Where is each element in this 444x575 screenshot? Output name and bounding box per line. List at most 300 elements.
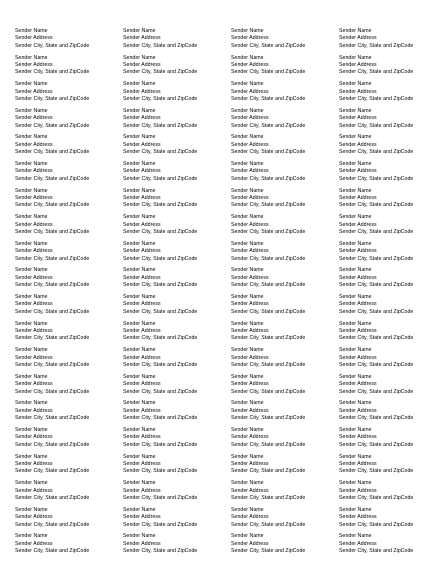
sender-address: Sender Address [231,407,269,414]
sender-address: Sender Address [231,327,269,334]
sender-name: Sender Name [15,347,48,354]
sender-name: Sender Name [339,400,372,407]
sender-address: Sender Address [339,274,377,281]
sender-name: Sender Name [339,347,372,354]
sender-name: Sender Name [15,533,48,540]
sender-city-state-zip: Sender City, State and ZipCode [231,69,306,76]
sender-city-state-zip: Sender City, State and ZipCode [15,42,90,49]
sender-name: Sender Name [339,134,372,141]
sender-city-state-zip: Sender City, State and ZipCode [15,282,90,289]
sender-city-state-zip: Sender City, State and ZipCode [339,548,414,555]
sender-address: Sender Address [15,168,53,175]
sender-city-state-zip: Sender City, State and ZipCode [15,548,90,555]
sender-city-state-zip: Sender City, State and ZipCode [123,335,198,342]
sender-name: Sender Name [231,160,264,167]
address-label [339,188,444,215]
sender-name: Sender Name [231,214,264,221]
sender-address: Sender Address [123,115,161,122]
sender-address: Sender Address [15,301,53,308]
address-label [123,28,231,55]
sender-name: Sender Name [15,160,48,167]
sender-name: Sender Name [339,81,372,88]
address-label [123,188,231,215]
sender-city-state-zip: Sender City, State and ZipCode [339,468,414,475]
sender-city-state-zip: Sender City, State and ZipCode [231,149,306,156]
sender-name: Sender Name [339,240,372,247]
sender-city-state-zip: Sender City, State and ZipCode [15,69,90,76]
sender-name: Sender Name [15,240,48,247]
sender-city-state-zip: Sender City, State and ZipCode [339,149,414,156]
sender-city-state-zip: Sender City, State and ZipCode [339,361,414,368]
sender-name: Sender Name [15,480,48,487]
sender-city-state-zip: Sender City, State and ZipCode [231,42,306,49]
sender-name: Sender Name [339,107,372,114]
address-label [123,241,231,268]
address-label [15,214,123,241]
sender-name: Sender Name [231,400,264,407]
sender-address: Sender Address [231,354,269,361]
address-label [15,241,123,268]
address-label [231,374,339,401]
address-label [15,321,123,348]
address-label [123,55,231,82]
address-label [339,507,444,534]
address-label [339,81,444,108]
sender-address: Sender Address [123,62,161,68]
address-label [15,347,123,374]
sender-address: Sender Address [123,327,161,334]
sender-name: Sender Name [123,320,156,327]
sender-address: Sender Address [123,248,161,255]
sender-name: Sender Name [123,28,156,34]
sender-city-state-zip: Sender City, State and ZipCode [123,494,198,501]
sender-city-state-zip: Sender City, State and ZipCode [123,202,198,209]
sender-city-state-zip: Sender City, State and ZipCode [15,441,90,448]
sender-name: Sender Name [15,28,48,34]
sender-address: Sender Address [339,487,377,494]
address-label [231,214,339,241]
address-label [123,294,231,321]
sender-name: Sender Name [231,426,264,433]
sender-address: Sender Address [15,88,53,95]
address-label [339,454,444,481]
address-label [339,214,444,241]
address-label [15,134,123,161]
sender-city-state-zip: Sender City, State and ZipCode [123,228,198,235]
sender-city-state-zip: Sender City, State and ZipCode [339,415,414,422]
sender-city-state-zip: Sender City, State and ZipCode [15,255,90,262]
address-label [339,321,444,348]
sender-address: Sender Address [231,434,269,441]
sender-city-state-zip: Sender City, State and ZipCode [123,96,198,102]
sender-name: Sender Name [231,373,264,380]
sender-address: Sender Address [231,301,269,308]
sender-name: Sender Name [15,81,48,88]
sender-address: Sender Address [123,460,161,467]
sender-city-state-zip: Sender City, State and ZipCode [123,282,198,289]
sender-address: Sender Address [339,327,377,334]
sender-address: Sender Address [15,194,53,201]
sender-name: Sender Name [123,347,156,354]
sender-address: Sender Address [339,381,377,388]
sender-name: Sender Name [123,533,156,540]
sender-name: Sender Name [15,134,48,141]
sender-address: Sender Address [339,248,377,255]
address-label [123,214,231,241]
address-label [231,533,339,560]
sender-name: Sender Name [339,480,372,487]
sender-city-state-zip: Sender City, State and ZipCode [123,468,198,475]
address-label [339,294,444,321]
sender-name: Sender Name [339,373,372,380]
sender-city-state-zip: Sender City, State and ZipCode [339,282,414,289]
sender-address: Sender Address [231,248,269,255]
sender-city-state-zip: Sender City, State and ZipCode [15,122,90,129]
label-sheet [15,28,435,568]
sender-city-state-zip: Sender City, State and ZipCode [339,494,414,501]
address-label [339,533,444,560]
sender-name: Sender Name [339,426,372,433]
sender-city-state-zip: Sender City, State and ZipCode [231,494,306,501]
sender-address: Sender Address [339,301,377,308]
address-label [231,267,339,294]
address-label [231,55,339,82]
sender-name: Sender Name [339,506,372,513]
sender-city-state-zip: Sender City, State and ZipCode [231,282,306,289]
address-label [231,427,339,454]
sender-address: Sender Address [231,274,269,281]
sender-city-state-zip: Sender City, State and ZipCode [15,388,90,395]
sender-address: Sender Address [231,221,269,228]
address-label [15,81,123,108]
address-label [15,480,123,507]
sender-address: Sender Address [123,274,161,281]
address-label [339,374,444,401]
sender-name: Sender Name [231,267,264,274]
address-label [339,347,444,374]
address-label [123,267,231,294]
sender-name: Sender Name [339,320,372,327]
sender-city-state-zip: Sender City, State and ZipCode [231,122,306,129]
address-label [123,454,231,481]
sender-address: Sender Address [123,514,161,521]
address-label [339,55,444,82]
sender-name: Sender Name [123,107,156,114]
sender-address: Sender Address [15,434,53,441]
sender-city-state-zip: Sender City, State and ZipCode [231,175,306,182]
address-label [123,427,231,454]
sender-name: Sender Name [231,107,264,114]
sender-address: Sender Address [231,460,269,467]
sender-name: Sender Name [339,453,372,460]
sender-name: Sender Name [15,426,48,433]
address-label [15,267,123,294]
sender-address: Sender Address [15,62,53,68]
sender-address: Sender Address [339,62,377,68]
sender-address: Sender Address [231,540,269,547]
sender-address: Sender Address [15,514,53,521]
address-label [123,134,231,161]
sender-name: Sender Name [15,54,48,61]
sender-city-state-zip: Sender City, State and ZipCode [123,521,198,528]
sender-city-state-zip: Sender City, State and ZipCode [123,388,198,395]
address-label [123,374,231,401]
sender-city-state-zip: Sender City, State and ZipCode [339,96,414,102]
address-label [123,400,231,427]
sender-city-state-zip: Sender City, State and ZipCode [339,175,414,182]
address-label [15,400,123,427]
sender-city-state-zip: Sender City, State and ZipCode [231,335,306,342]
address-label [15,28,123,55]
sender-address: Sender Address [231,381,269,388]
sender-address: Sender Address [339,460,377,467]
sender-name: Sender Name [339,54,372,61]
address-label [231,241,339,268]
sender-address: Sender Address [123,88,161,95]
sender-name: Sender Name [339,267,372,274]
sender-city-state-zip: Sender City, State and ZipCode [339,441,414,448]
sender-name: Sender Name [339,160,372,167]
sender-address: Sender Address [123,434,161,441]
sender-city-state-zip: Sender City, State and ZipCode [231,548,306,555]
sender-address: Sender Address [339,115,377,122]
address-label [231,321,339,348]
sender-city-state-zip: Sender City, State and ZipCode [231,521,306,528]
sender-address: Sender Address [123,301,161,308]
sender-city-state-zip: Sender City, State and ZipCode [123,415,198,422]
address-label [231,108,339,135]
sender-address: Sender Address [123,194,161,201]
address-label [231,454,339,481]
sender-name: Sender Name [231,320,264,327]
address-label [231,294,339,321]
sender-city-state-zip: Sender City, State and ZipCode [15,521,90,528]
sender-address: Sender Address [123,381,161,388]
sender-name: Sender Name [231,480,264,487]
sender-address: Sender Address [15,407,53,414]
sender-city-state-zip: Sender City, State and ZipCode [339,335,414,342]
sender-address: Sender Address [231,514,269,521]
sender-name: Sender Name [15,453,48,460]
sender-address: Sender Address [231,62,269,68]
sender-name: Sender Name [231,533,264,540]
address-label [231,28,339,55]
sender-name: Sender Name [231,506,264,513]
sender-address: Sender Address [15,141,53,148]
sender-city-state-zip: Sender City, State and ZipCode [339,42,414,49]
sender-city-state-zip: Sender City, State and ZipCode [15,96,90,102]
sender-name: Sender Name [15,506,48,513]
sender-address: Sender Address [339,194,377,201]
sender-name: Sender Name [123,54,156,61]
address-label [123,507,231,534]
sender-city-state-zip: Sender City, State and ZipCode [231,96,306,102]
address-label [15,533,123,560]
address-label [15,55,123,82]
sender-name: Sender Name [15,187,48,194]
sender-city-state-zip: Sender City, State and ZipCode [339,69,414,76]
address-label [231,507,339,534]
sender-city-state-zip: Sender City, State and ZipCode [15,228,90,235]
sender-city-state-zip: Sender City, State and ZipCode [15,415,90,422]
sender-address: Sender Address [15,274,53,281]
sender-city-state-zip: Sender City, State and ZipCode [339,308,414,315]
address-label [123,480,231,507]
sender-address: Sender Address [231,487,269,494]
address-label [231,480,339,507]
sender-name: Sender Name [123,240,156,247]
sender-name: Sender Name [15,373,48,380]
address-label [123,533,231,560]
sender-city-state-zip: Sender City, State and ZipCode [231,415,306,422]
sender-address: Sender Address [15,248,53,255]
sender-address: Sender Address [15,115,53,122]
address-label [339,427,444,454]
sender-city-state-zip: Sender City, State and ZipCode [15,335,90,342]
sender-address: Sender Address [339,221,377,228]
sender-name: Sender Name [123,373,156,380]
sender-city-state-zip: Sender City, State and ZipCode [231,308,306,315]
sender-address: Sender Address [339,35,377,42]
sender-address: Sender Address [231,35,269,42]
sender-city-state-zip: Sender City, State and ZipCode [15,308,90,315]
sender-address: Sender Address [339,141,377,148]
sender-name: Sender Name [15,400,48,407]
sender-city-state-zip: Sender City, State and ZipCode [339,122,414,129]
address-label [15,188,123,215]
sender-name: Sender Name [339,28,372,34]
sender-name: Sender Name [231,293,264,300]
sender-city-state-zip: Sender City, State and ZipCode [231,468,306,475]
sender-city-state-zip: Sender City, State and ZipCode [339,202,414,209]
sender-address: Sender Address [15,540,53,547]
sender-city-state-zip: Sender City, State and ZipCode [231,255,306,262]
sender-address: Sender Address [15,381,53,388]
sender-address: Sender Address [231,141,269,148]
sender-name: Sender Name [123,187,156,194]
sender-address: Sender Address [231,88,269,95]
sender-address: Sender Address [15,460,53,467]
sender-city-state-zip: Sender City, State and ZipCode [123,149,198,156]
sender-name: Sender Name [123,214,156,221]
sender-address: Sender Address [339,407,377,414]
sender-name: Sender Name [123,267,156,274]
sender-address: Sender Address [123,354,161,361]
sender-address: Sender Address [339,434,377,441]
sender-city-state-zip: Sender City, State and ZipCode [15,149,90,156]
sender-name: Sender Name [123,134,156,141]
sender-city-state-zip: Sender City, State and ZipCode [123,122,198,129]
sender-city-state-zip: Sender City, State and ZipCode [15,468,90,475]
sender-name: Sender Name [123,480,156,487]
address-label [339,241,444,268]
sender-name: Sender Name [15,267,48,274]
sender-name: Sender Name [231,187,264,194]
address-label [231,400,339,427]
sender-city-state-zip: Sender City, State and ZipCode [339,255,414,262]
address-label [231,161,339,188]
sender-city-state-zip: Sender City, State and ZipCode [123,42,198,49]
sender-city-state-zip: Sender City, State and ZipCode [339,388,414,395]
sender-address: Sender Address [123,221,161,228]
sender-address: Sender Address [123,487,161,494]
sender-name: Sender Name [123,453,156,460]
sender-name: Sender Name [123,400,156,407]
sender-address: Sender Address [231,115,269,122]
sender-city-state-zip: Sender City, State and ZipCode [123,548,198,555]
sender-address: Sender Address [339,88,377,95]
address-label [231,134,339,161]
address-label [339,161,444,188]
sender-name: Sender Name [123,426,156,433]
address-label [123,321,231,348]
sender-address: Sender Address [15,327,53,334]
address-label [231,81,339,108]
sender-city-state-zip: Sender City, State and ZipCode [123,69,198,76]
sender-address: Sender Address [15,35,53,42]
sender-address: Sender Address [231,168,269,175]
sender-city-state-zip: Sender City, State and ZipCode [15,202,90,209]
sender-name: Sender Name [231,240,264,247]
sender-city-state-zip: Sender City, State and ZipCode [123,308,198,315]
sender-name: Sender Name [231,81,264,88]
sender-name: Sender Name [339,187,372,194]
address-label [123,108,231,135]
sender-name: Sender Name [231,134,264,141]
address-label [15,374,123,401]
sender-name: Sender Name [15,320,48,327]
address-label [15,108,123,135]
sender-city-state-zip: Sender City, State and ZipCode [15,494,90,501]
address-label [123,347,231,374]
sender-address: Sender Address [123,540,161,547]
sender-city-state-zip: Sender City, State and ZipCode [231,361,306,368]
address-label [339,480,444,507]
address-label [339,134,444,161]
address-label [123,81,231,108]
address-label [123,161,231,188]
sender-address: Sender Address [123,168,161,175]
sender-name: Sender Name [231,54,264,61]
address-label [339,267,444,294]
address-label [339,108,444,135]
sender-address: Sender Address [123,407,161,414]
sender-address: Sender Address [231,194,269,201]
sender-name: Sender Name [339,533,372,540]
address-label [15,507,123,534]
sender-name: Sender Name [123,160,156,167]
sender-name: Sender Name [15,293,48,300]
address-label [15,454,123,481]
sender-name: Sender Name [339,214,372,221]
sender-name: Sender Name [15,214,48,221]
sender-city-state-zip: Sender City, State and ZipCode [123,441,198,448]
sender-address: Sender Address [123,141,161,148]
sender-city-state-zip: Sender City, State and ZipCode [15,361,90,368]
sender-address: Sender Address [339,354,377,361]
sender-city-state-zip: Sender City, State and ZipCode [231,388,306,395]
sender-city-state-zip: Sender City, State and ZipCode [339,521,414,528]
sender-address: Sender Address [15,221,53,228]
sender-name: Sender Name [231,347,264,354]
sender-address: Sender Address [123,35,161,42]
sender-address: Sender Address [339,168,377,175]
sender-name: Sender Name [231,453,264,460]
sender-name: Sender Name [15,107,48,114]
sender-city-state-zip: Sender City, State and ZipCode [231,202,306,209]
sender-name: Sender Name [339,293,372,300]
sender-city-state-zip: Sender City, State and ZipCode [231,228,306,235]
